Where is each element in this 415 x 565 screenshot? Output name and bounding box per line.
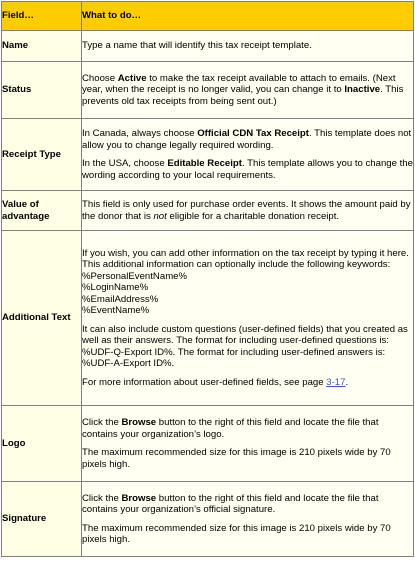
description-text: Type a name that will identify this tax receipt template. (82, 40, 312, 52)
text: . This template allows you to change the wording according to your local requirements. (82, 158, 413, 181)
keyword: %EmailAddress% (82, 293, 159, 305)
option-editable-receipt: Editable Receipt (167, 158, 242, 169)
table-row-receipt-type (2, 119, 414, 191)
text: Choose (82, 72, 118, 84)
field-reference-table (1, 1, 414, 557)
description-text (82, 377, 413, 389)
field-label-logo: Logo (2, 406, 82, 482)
text: Click the (82, 492, 122, 504)
text: . This template does not allow you to change legally required wording. (82, 128, 412, 151)
description-text (82, 199, 413, 222)
description-text (82, 158, 413, 181)
field-label-name: Name (2, 31, 82, 62)
field-label-additional-text: Additional Text (2, 231, 82, 406)
table-row-status (2, 62, 414, 119)
browse-label: Browse (121, 417, 157, 428)
emphasis-not: not (153, 210, 167, 222)
page-link[interactable]: 3-17 (326, 376, 346, 388)
text: to make the tax receipt available to attach to emails. (Next year, when the receipt is no longer valid, you can change it to (82, 72, 396, 96)
text: Click the (82, 417, 122, 428)
text: For more information about user-defined fields, see page (82, 376, 327, 388)
option-official-cdn: Official CDN Tax Receipt (197, 128, 309, 139)
field-label-receipt-type: Receipt Type (2, 119, 82, 191)
keyword: %PersonalEventName% (82, 270, 188, 282)
description-text: The maximum recommended size for this image is 210 pixels wide by 70 pixels high. (82, 447, 391, 470)
text: In the USA, choose (82, 158, 168, 169)
description-text (82, 128, 413, 151)
text: This field is only used for purchase order events. It shows the amount paid by the donor that is (82, 199, 411, 222)
table-row-signature (2, 482, 414, 557)
option-inactive: Inactive (344, 84, 381, 96)
text: . This prevents old tax receipts from being sent out.) (82, 84, 404, 107)
table-row-name (2, 31, 414, 62)
browse-label: Browse (121, 492, 157, 504)
header-field: Field… (2, 2, 82, 31)
text: button to the right of this field and locate the file that contains your organization’s logo. (82, 417, 379, 440)
description-signature (82, 482, 414, 557)
text: . (345, 376, 349, 388)
table-row-value-of-advantage (2, 191, 414, 231)
text: If you wish, you can add other information on the tax receipt by typing it here. This additional information can optionally include the following keywords: (82, 247, 409, 271)
description-value-of-advantage (82, 191, 414, 231)
description-logo (82, 406, 414, 482)
field-label-status: Status (2, 62, 82, 119)
description-additional-text (82, 231, 414, 406)
description-text (82, 73, 413, 108)
text: button to the right of this field and locate the file that contains your organization’s official signature. (82, 492, 379, 515)
keyword: %EventName% (82, 305, 150, 317)
field-label-value-of-advantage: Value of advantage (2, 191, 82, 231)
description-status (82, 62, 414, 119)
field-label-signature: Signature (2, 482, 82, 557)
description-text (82, 248, 413, 317)
text: eligible for a charitable donation receipt. (166, 210, 340, 222)
description-receipt-type (82, 119, 414, 191)
description-text (82, 417, 413, 440)
header-row (2, 2, 414, 31)
option-active: Active (117, 72, 147, 84)
table-row-logo (2, 406, 414, 482)
text: In Canada, always choose (82, 128, 198, 139)
description-name (82, 31, 414, 62)
description-text: The maximum recommended size for this image is 210 pixels wide by 70 pixels high. (82, 522, 391, 545)
description-text: It can also include custom questions (user-defined fields) that you created as well as their answers. The format for including user-defined questions is: %UDF-Q-Export ID%. The format for including user-defined answers is: %UDF-A-Export ID%. (82, 323, 408, 370)
table-row-additional-text (2, 231, 414, 406)
keyword: %LoginName% (82, 282, 149, 294)
header-what-to-do: What to do… (82, 2, 414, 31)
description-text (82, 493, 413, 516)
